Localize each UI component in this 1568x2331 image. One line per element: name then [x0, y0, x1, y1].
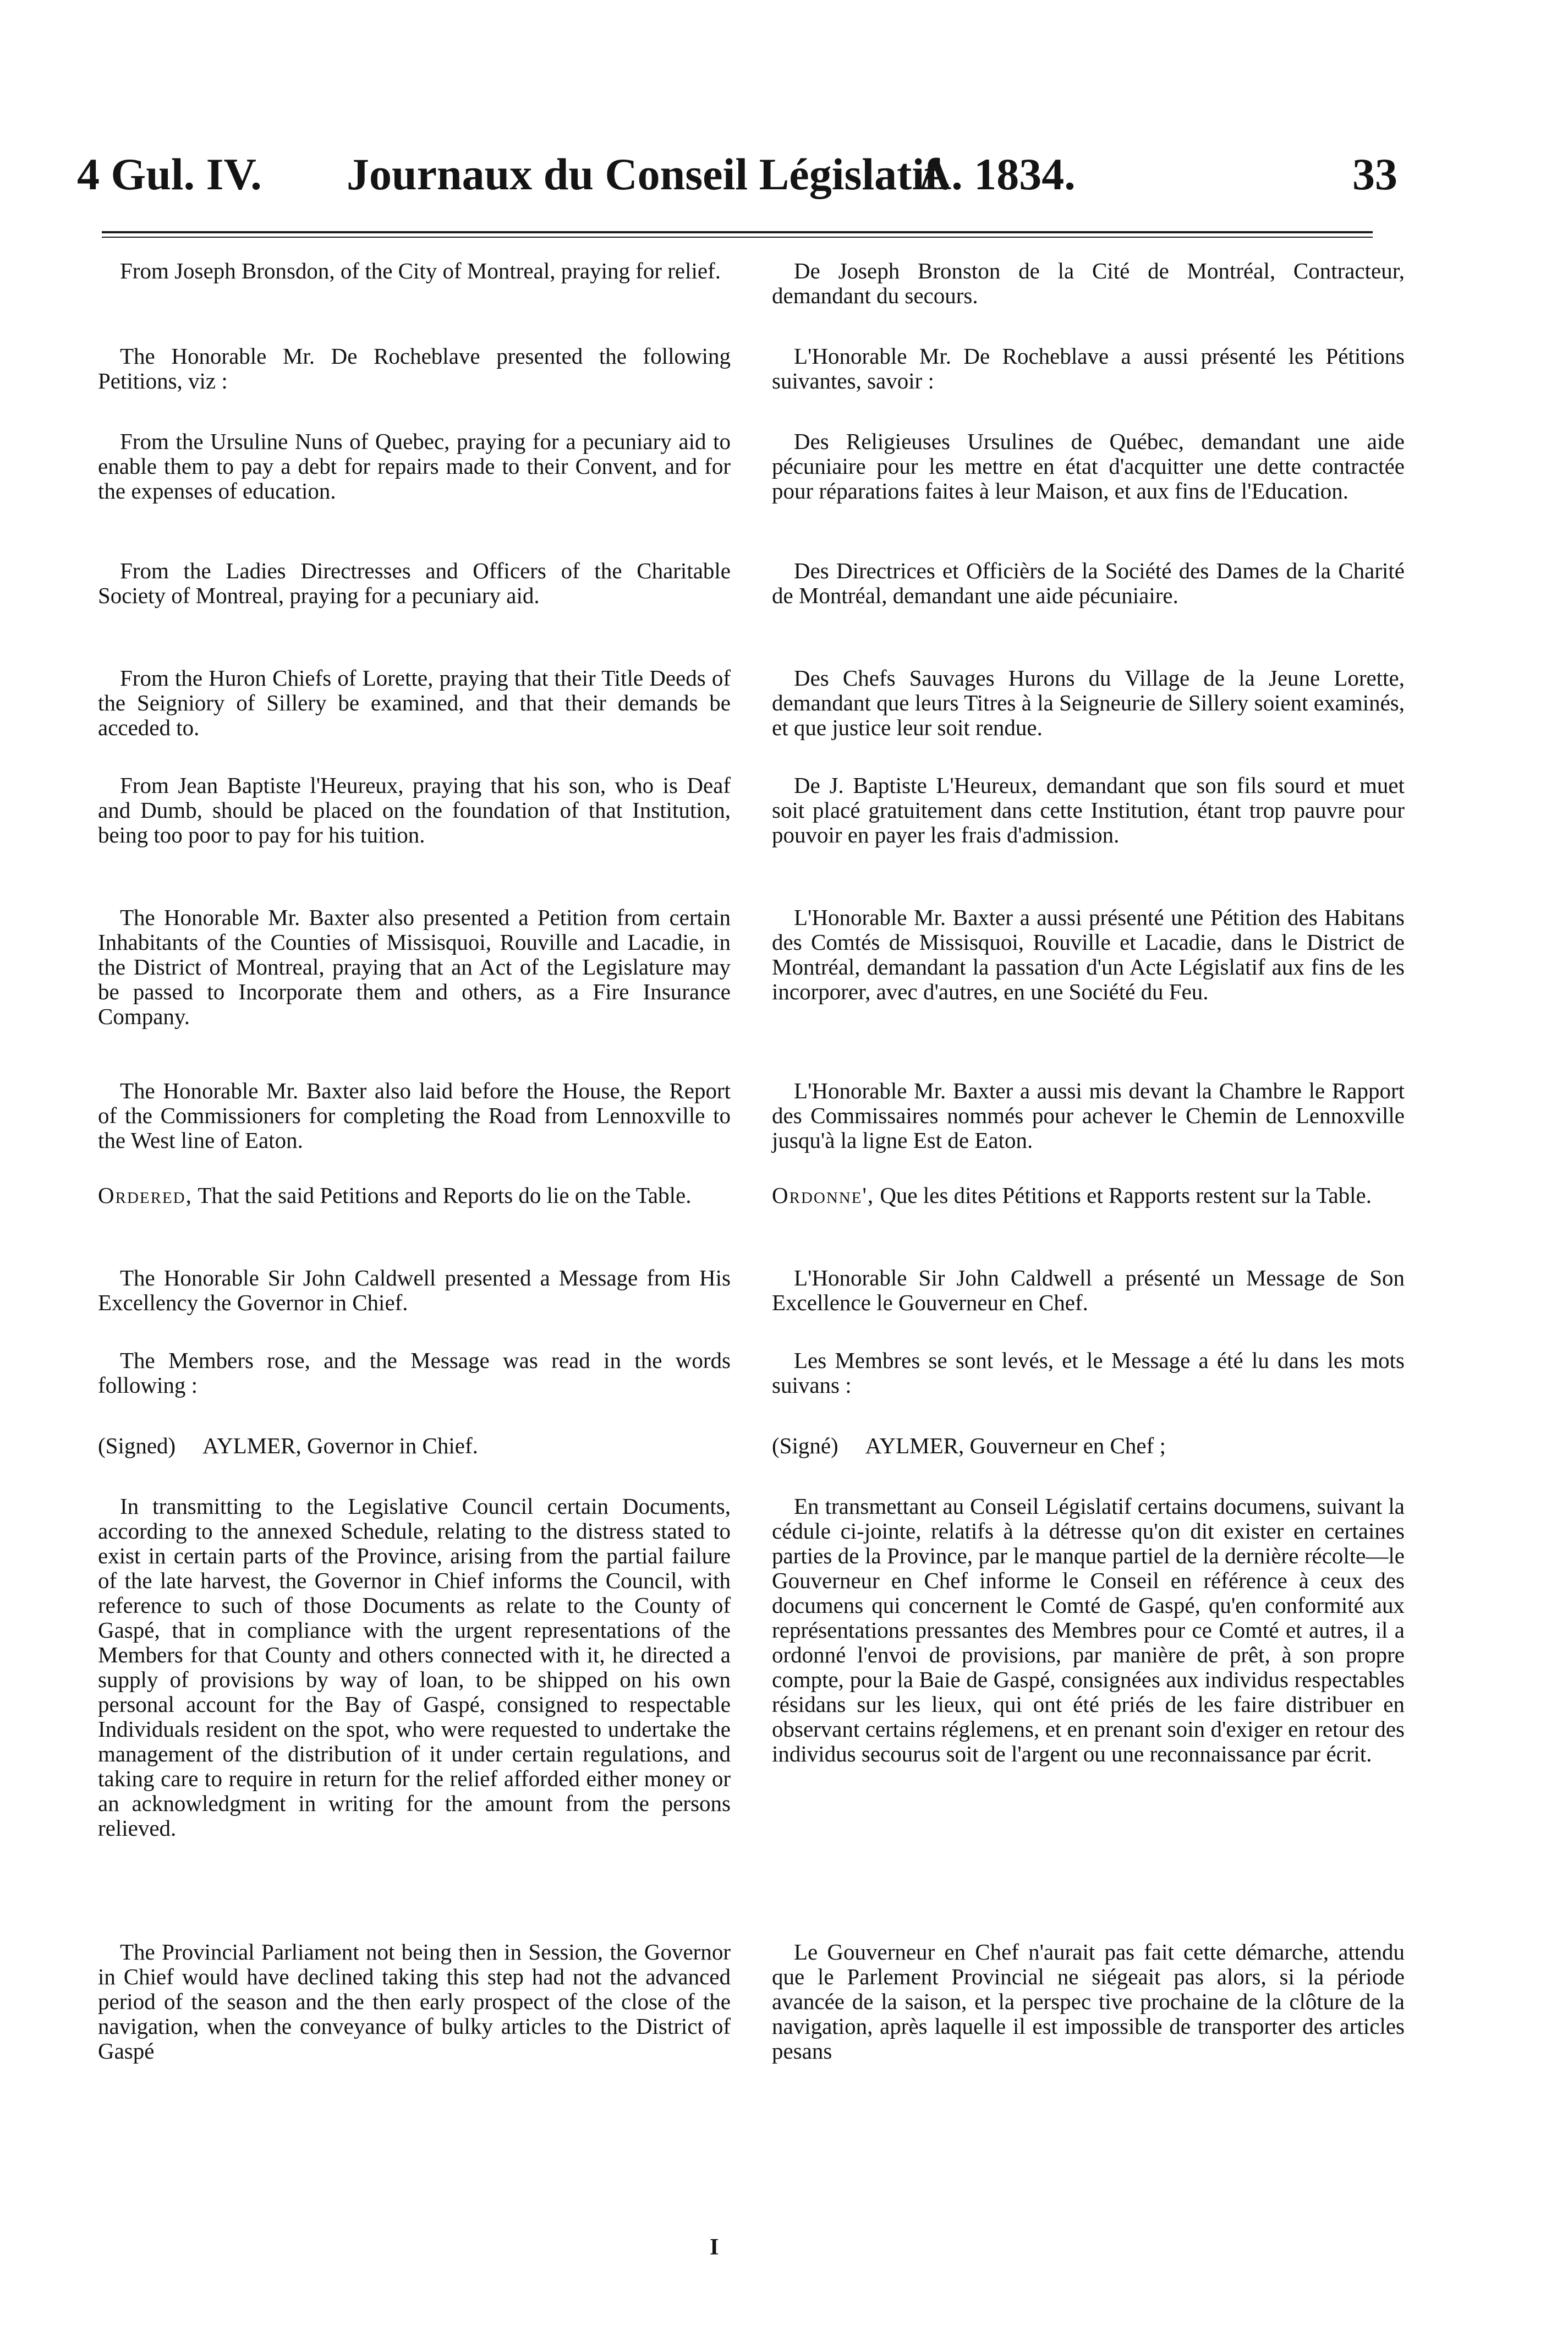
paragraph: L'Honorable Sir John Caldwell a présenté un Message de Son Excellence le Gouverneur en Chef.: [772, 1265, 1405, 1315]
ordered-lead: Ordonne',: [772, 1183, 875, 1208]
ordered-text: Que les dites Pétitions et Rapports restent sur la Table.: [874, 1183, 1372, 1208]
paragraph: From the Ursuline Nuns of Quebec, praying for a pecuniary aid to enable them to pay a debt for repairs made to their Convent, and for the expenses of education.: [98, 429, 731, 504]
message-paragraph: Le Gouverneur en Chef n'aurait pas fait cette démarche, attendu que le Parlement Provincial ne siégeait pas alors, si la période avancée de la saison, et la perspec tive prochaine de la clôture de la navigation, après laquelle il est impossible de transporter des articles pesans: [772, 1939, 1405, 2064]
paragraph: The Honorable Mr. Baxter also presented a Petition from certain Inhabitants of the Counties of Missisquoi, Rouville and Lacadie, in the District of Montreal, praying that an Act of the Legislature may be passed to Incorporate them and others, as a Fire Insurance Company.: [98, 905, 731, 1029]
paragraph: De Joseph Bronston de la Cité de Montréal, Contracteur, demandant du secours.: [772, 258, 1405, 308]
header-title: Journaux du Conseil Législatif.: [347, 149, 951, 199]
signature-mark: I: [710, 2235, 719, 2260]
paragraph: Des Religieuses Ursulines de Québec, demandant une aide pécuniaire pour les mettre en état d'acquitter une dette contractée pour réparations faites à leur Maison, et aux fins de l'Education.: [772, 429, 1405, 504]
signature-line: (Signed) AYLMER, Governor in Chief.: [98, 1433, 478, 1458]
paragraph: The Honorable Mr. Baxter also laid before the House, the Report of the Commissioners for completing the Road from Lennoxville to the West line of Eaton.: [98, 1078, 731, 1153]
page-header: [77, 149, 1397, 209]
header-year: A. 1834.: [919, 149, 1076, 199]
paragraph: From Jean Baptiste l'Heureux, praying that his son, who is Deaf and Dumb, should be placed on the foundation of that Institution, being too poor to pay for his tuition.: [98, 773, 731, 847]
paragraph: The Honorable Mr. De Rocheblave presented the following Petitions, viz :: [98, 343, 731, 393]
paragraph: L'Honorable Mr. Baxter a aussi mis devant la Chambre le Rapport des Commissaires nommés pour achever le Chemin de Lennoxville jusqu'à la ligne Est de Eaton.: [772, 1078, 1405, 1153]
message-paragraph: In transmitting to the Legislative Council certain Documents, according to the annexed Schedule, relating to the distress stated to exist in certain parts of the Province, arising from the partial failure of the late harvest, the Governor in Chief informs the Council, with reference to such of those Documents as relate to the County of Gaspé, that in compliance with the urgent representations of the Members for that County and others connected with it, he directed a supply of provisions by way of loan, to be shipped on his own personal account for the Bay of Gaspé, consigned to respectable Individuals resident on the spot, who were requested to undertake the management of the distribution of it under certain regulations, and taking care to require in return for the relief afforded either money or an acknowledgment in writing for the amount from the persons relieved.: [98, 1493, 731, 1841]
paragraph: Des Directrices et Officièrs de la Société des Dames de la Charité de Montréal, demandant une aide pécuniaire.: [772, 558, 1405, 608]
page-number: 33: [1352, 149, 1397, 199]
ordered-lead: Ordered,: [98, 1183, 193, 1208]
header-rule: [102, 231, 1373, 233]
ordered-paragraph: [98, 1183, 731, 1208]
paragraph: The Honorable Sir John Caldwell presented a Message from His Excellency the Governor in Chief.: [98, 1265, 731, 1315]
paragraph: L'Honorable Mr. De Rocheblave a aussi présenté les Pétitions suivantes, savoir :: [772, 343, 1405, 393]
header-session: 4 Gul. IV.: [77, 149, 262, 199]
paragraph: Les Membres se sont levés, et le Message a été lu dans les mots suivans :: [772, 1348, 1405, 1398]
paragraph: Des Chefs Sauvages Hurons du Village de la Jeune Lorette, demandant que leurs Titres à la Seigneurie de Sillery soient examinés, et que justice leur soit rendue.: [772, 665, 1405, 740]
paragraph: The Members rose, and the Message was read in the words following :: [98, 1348, 731, 1398]
ordered-paragraph: [772, 1183, 1405, 1208]
message-paragraph: The Provincial Parliament not being then in Session, the Governor in Chief would have declined taking this step had not the advanced period of the season and the then early prospect of the close of the navigation, when the conveyance of bulky articles to the District of Gaspé: [98, 1939, 731, 2064]
paragraph: From the Ladies Directresses and Officers of the Charitable Society of Montreal, praying for a pecuniary aid.: [98, 558, 731, 608]
paragraph: From Joseph Bronsdon, of the City of Montreal, praying for relief.: [120, 258, 721, 283]
ordered-text: That the said Petitions and Reports do lie on the Table.: [192, 1183, 692, 1208]
signature-line: (Signé) AYLMER, Gouverneur en Chef ;: [772, 1433, 1166, 1458]
paragraph: De J. Baptiste L'Heureux, demandant que son fils sourd et muet soit placé gratuitement dans cette Institution, étant trop pauvre pour pouvoir en payer les frais d'admission.: [772, 773, 1405, 847]
paragraph: From the Huron Chiefs of Lorette, praying that their Title Deeds of the Seigniory of Sillery be examined, and that their demands be acceded to.: [98, 665, 731, 740]
paragraph: L'Honorable Mr. Baxter a aussi présenté une Pétition des Habitans des Comtés de Missisquoi, Rouville et Lacadie, dans le District de Montréal, demandant la passation d'un Acte Législatif aux fins de les incorporer, avec d'autres, en une Société du Feu.: [772, 905, 1405, 1004]
header-rule-thin: [102, 237, 1373, 238]
message-paragraph: En transmettant au Conseil Législatif certains documens, suivant la cédule ci-jointe, relatifs à la détresse qu'on dit exister en certaines parties de la Province, par le manque partiel de la dernière récolte—le Gouverneur en Chef informe le Conseil en référence à ceux des documens qui concernent le Comté de Gaspé, qu'en conformité aux représentations pressantes des Membres pour ce Comté et autres, il a ordonné l'envoi de provisions, par manière de prêt, à son propre compte, pour la Baie de Gaspé, consignées aux individus respectables résidans sur les lieux, qui ont été priés de les faire distribuer en observant certains réglemens, et en prenant soin d'exiger en retour des individus secourus soit de l'argent ou une reconnaissance par écrit.: [772, 1493, 1405, 1766]
